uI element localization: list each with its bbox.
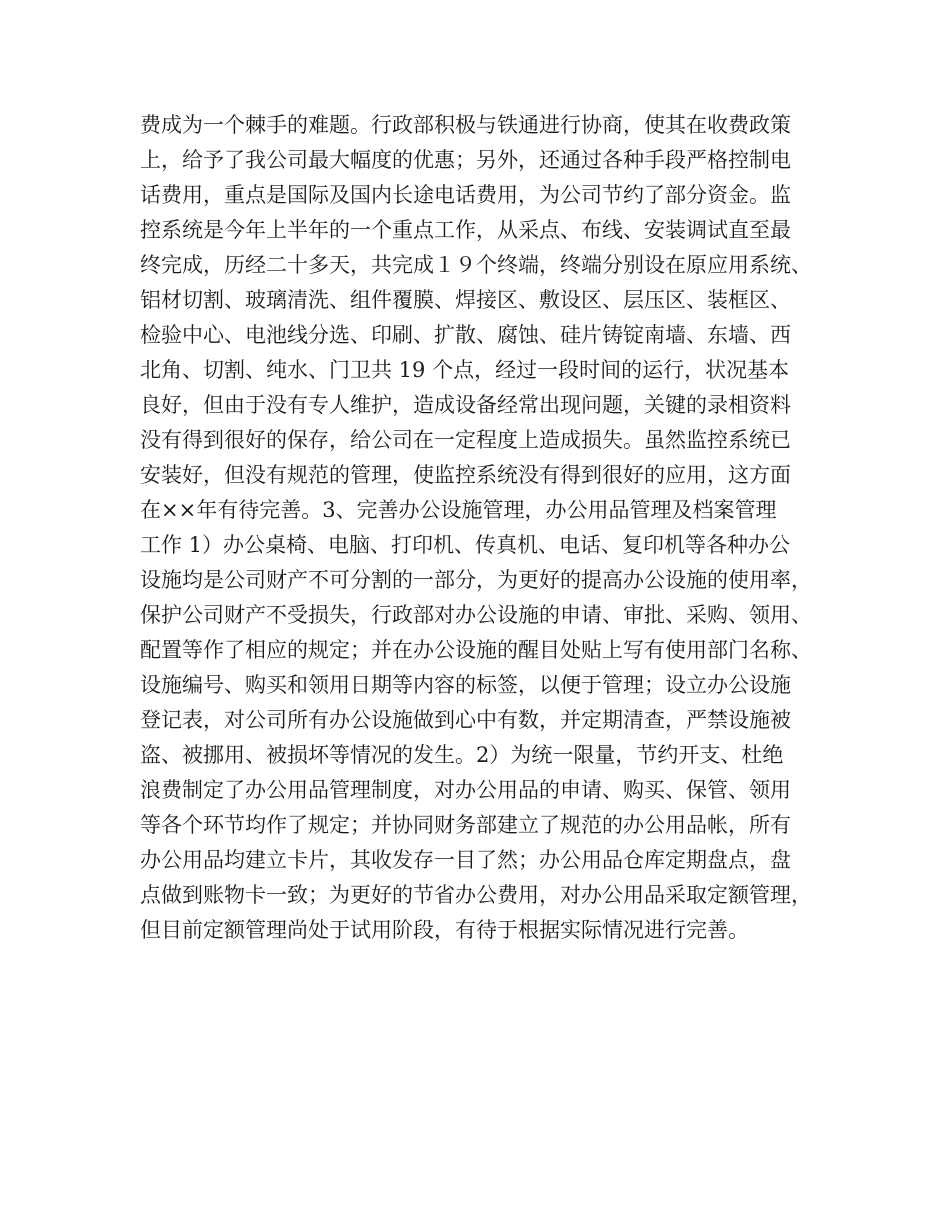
text-line: 铝材切割、玻璃清洗、组件覆膜、焊接区、敷设区、层压区、装框区、 (140, 288, 791, 312)
text-line: 登记表，对公司所有办公设施做到心中有数，并定期清查，严禁设施被 (140, 708, 791, 732)
text-line: 点做到账物卡一致；为更好的节省办公费用，对办公用品采取定额管理， (140, 883, 812, 907)
text-line: 费成为一个棘手的难题。行政部积极与铁通进行协商，使其在收费政策 (140, 113, 791, 137)
text-line: 上，给予了我公司最大幅度的优惠；另外，还通过各种手段严格控制电 (140, 148, 791, 172)
text-line: 浪费制定了办公用品管理制度，对办公用品的申请、购买、保管、领用 (140, 778, 791, 802)
text-line: 配置等作了相应的规定；并在办公设施的醒目处贴上写有使用部门名称、 (140, 638, 812, 662)
body-text (140, 108, 840, 948)
text-line: 在××年有待完善。3、完善办公设施管理，办公用品管理及档案管理 (140, 498, 777, 522)
text-line: 控系统是今年上半年的一个重点工作，从采点、布线、安装调试直至最 (140, 218, 791, 242)
text-line: 没有得到很好的保存，给公司在一定程度上造成损失。虽然监控系统已 (140, 428, 791, 452)
text-line: 盗、被挪用、被损坏等情况的发生。2）为统一限量，节约开支、杜绝 (140, 743, 784, 767)
text-line: 保护公司财产不受损失，行政部对办公设施的申请、审批、采购、领用、 (140, 603, 812, 627)
text-line: 检验中心、电池线分选、印刷、扩散、腐蚀、硅片铸锭南墙、东墙、西 (140, 323, 791, 347)
text-line: 设施编号、购买和领用日期等内容的标签，以便于管理；设立办公设施 (140, 673, 791, 697)
text-line: 工作 1）办公桌椅、电脑、打印机、传真机、电话、复印机等各种办公 (140, 533, 791, 557)
text-line: 话费用，重点是国际及国内长途电话费用，为公司节约了部分资金。监 (140, 183, 791, 207)
text-line: 设施均是公司财产不可分割的一部分，为更好的提高办公设施的使用率， (140, 568, 812, 592)
text-line: 等各个环节均作了规定；并协同财务部建立了规范的办公用品帐，所有 (140, 813, 791, 837)
text-line: 终完成，历经二十多天，共完成１９个终端，终端分别设在原应用系统、 (140, 253, 812, 277)
text-line: 北角、切割、纯水、门卫共 19 个点，经过一段时间的运行，状况基本 (140, 358, 790, 382)
text-line: 安装好，但没有规范的管理，使监控系统没有得到很好的应用，这方面 (140, 463, 791, 487)
text-line: 办公用品均建立卡片，其收发存一目了然；办公用品仓库定期盘点，盘 (140, 848, 791, 872)
text-line: 良好，但由于没有专人维护，造成设备经常出现问题，关键的录相资料 (140, 393, 791, 417)
text-line: 但目前定额管理尚处于试用阶段，有待于根据实际情况进行完善。 (140, 918, 749, 942)
